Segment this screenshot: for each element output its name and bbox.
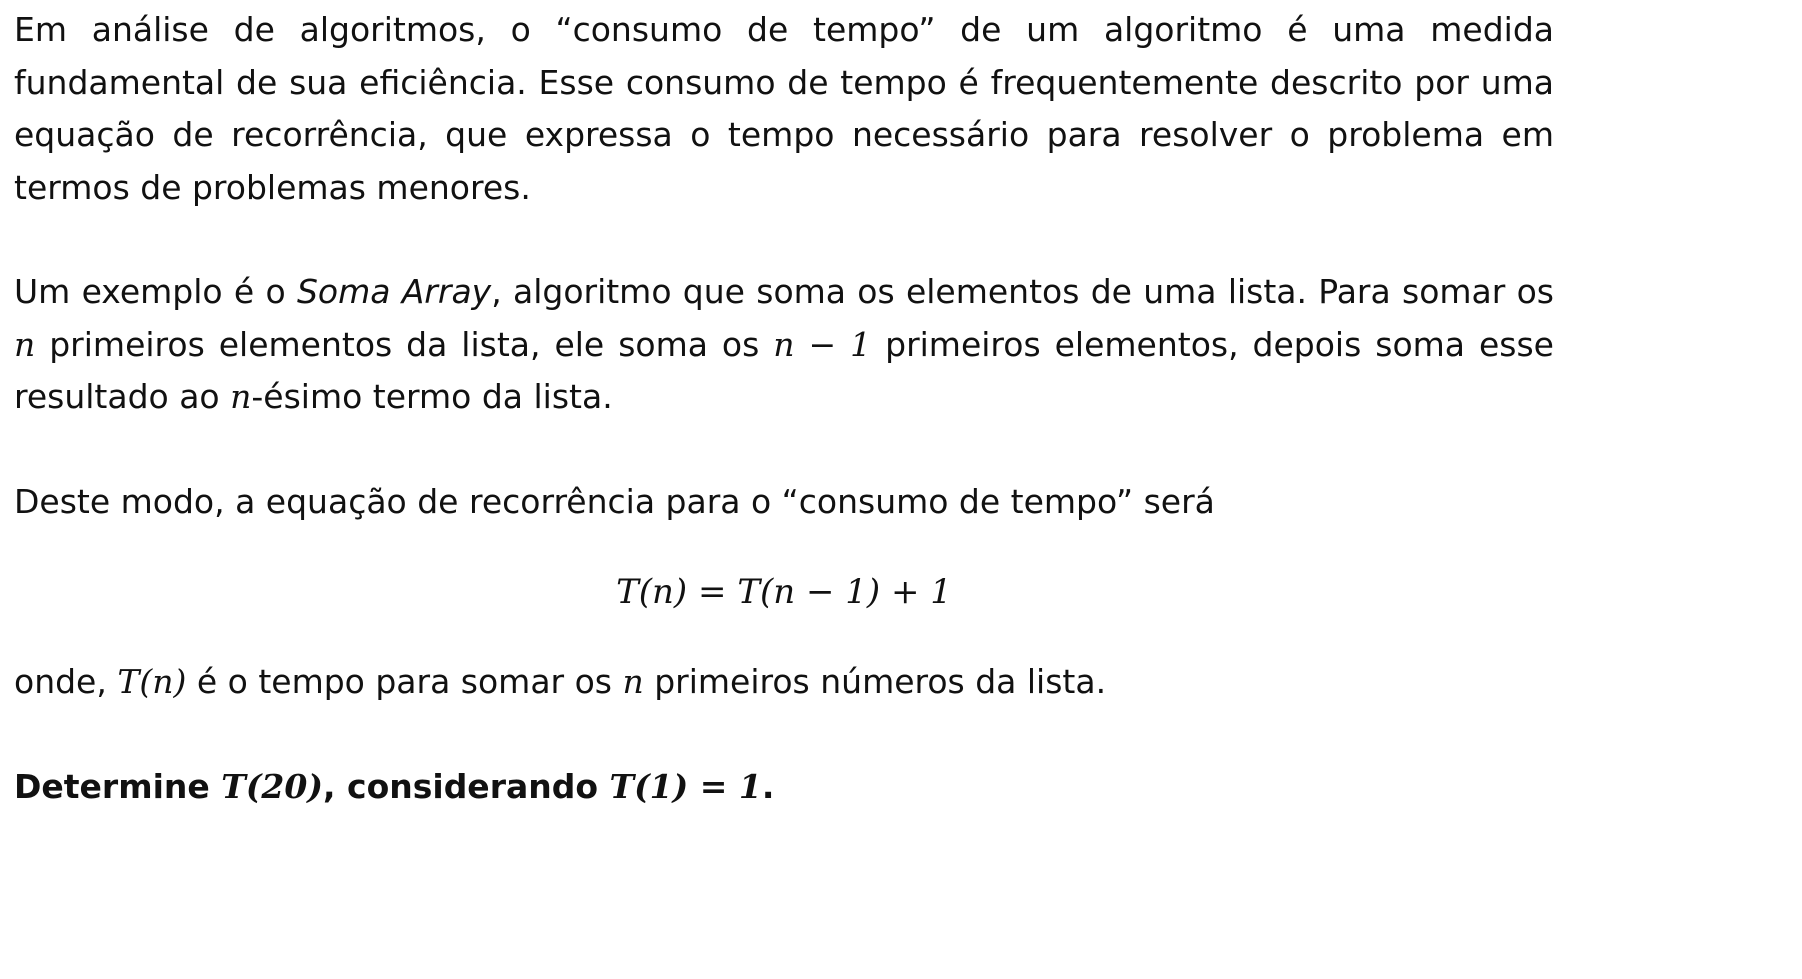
definition-text-3: primeiros números da lista. [643, 662, 1107, 701]
definition-text-1: onde, [14, 662, 118, 701]
recurrence-intro: Deste modo, a equação de recorrência para o “consumo de tempo” será [14, 481, 1215, 521]
eq-equals: = [687, 572, 738, 612]
math-n: n [14, 324, 36, 364]
math-n: n [230, 377, 252, 416]
paragraph-gap [14, 424, 1554, 476]
math-Tn: T(n) [117, 662, 187, 701]
eq-rhs-T: T [737, 572, 760, 612]
example-text-1: Um exemplo é o [14, 272, 297, 311]
question-statement [14, 761, 1554, 813]
math-n-minus-1: n − 1 [773, 324, 872, 364]
question-text-3: . [761, 766, 775, 806]
intro-paragraph: Em análise de algoritmos, o “consumo de tempo” de um algoritmo é uma medida fundamental de sua eficiência. Esse consumo de tempo é frequentemente descrito por uma equação de recorrência, que expressa o tempo necessário para resolver o problema em termos de problemas menores. [14, 10, 1554, 207]
example-paragraph [14, 266, 1554, 424]
math-n: n [622, 662, 644, 701]
paragraph-gap [14, 709, 1554, 761]
question-text-2: , considerando [322, 766, 610, 806]
example-text-3: primeiros elementos da lista, ele soma os [35, 324, 774, 364]
math-T1-equals-1: T(1) = 1 [609, 766, 762, 806]
example-text-4: primeiros elementos, depois soma esse resultado ao [14, 324, 1554, 416]
example-text-5: -ésimo termo da lista. [251, 377, 613, 416]
recurrence-equation [14, 566, 1554, 618]
eq-lhs-arg: (n) [638, 572, 688, 612]
question-text-1: Determine [14, 766, 222, 806]
algorithm-name: Soma Array [296, 272, 492, 311]
paragraph-gap [14, 214, 1554, 266]
definition-paragraph [14, 656, 1554, 709]
document-page [14, 4, 1554, 813]
definition-text-2: é o tempo para somar os [186, 662, 623, 701]
eq-rhs-arg: (n − 1) + 1 [760, 572, 952, 612]
math-T20: T(20) [221, 766, 323, 806]
example-text-2: , algoritmo que soma os elementos de uma lista. Para somar os [491, 272, 1554, 311]
eq-lhs-T: T [616, 572, 639, 612]
